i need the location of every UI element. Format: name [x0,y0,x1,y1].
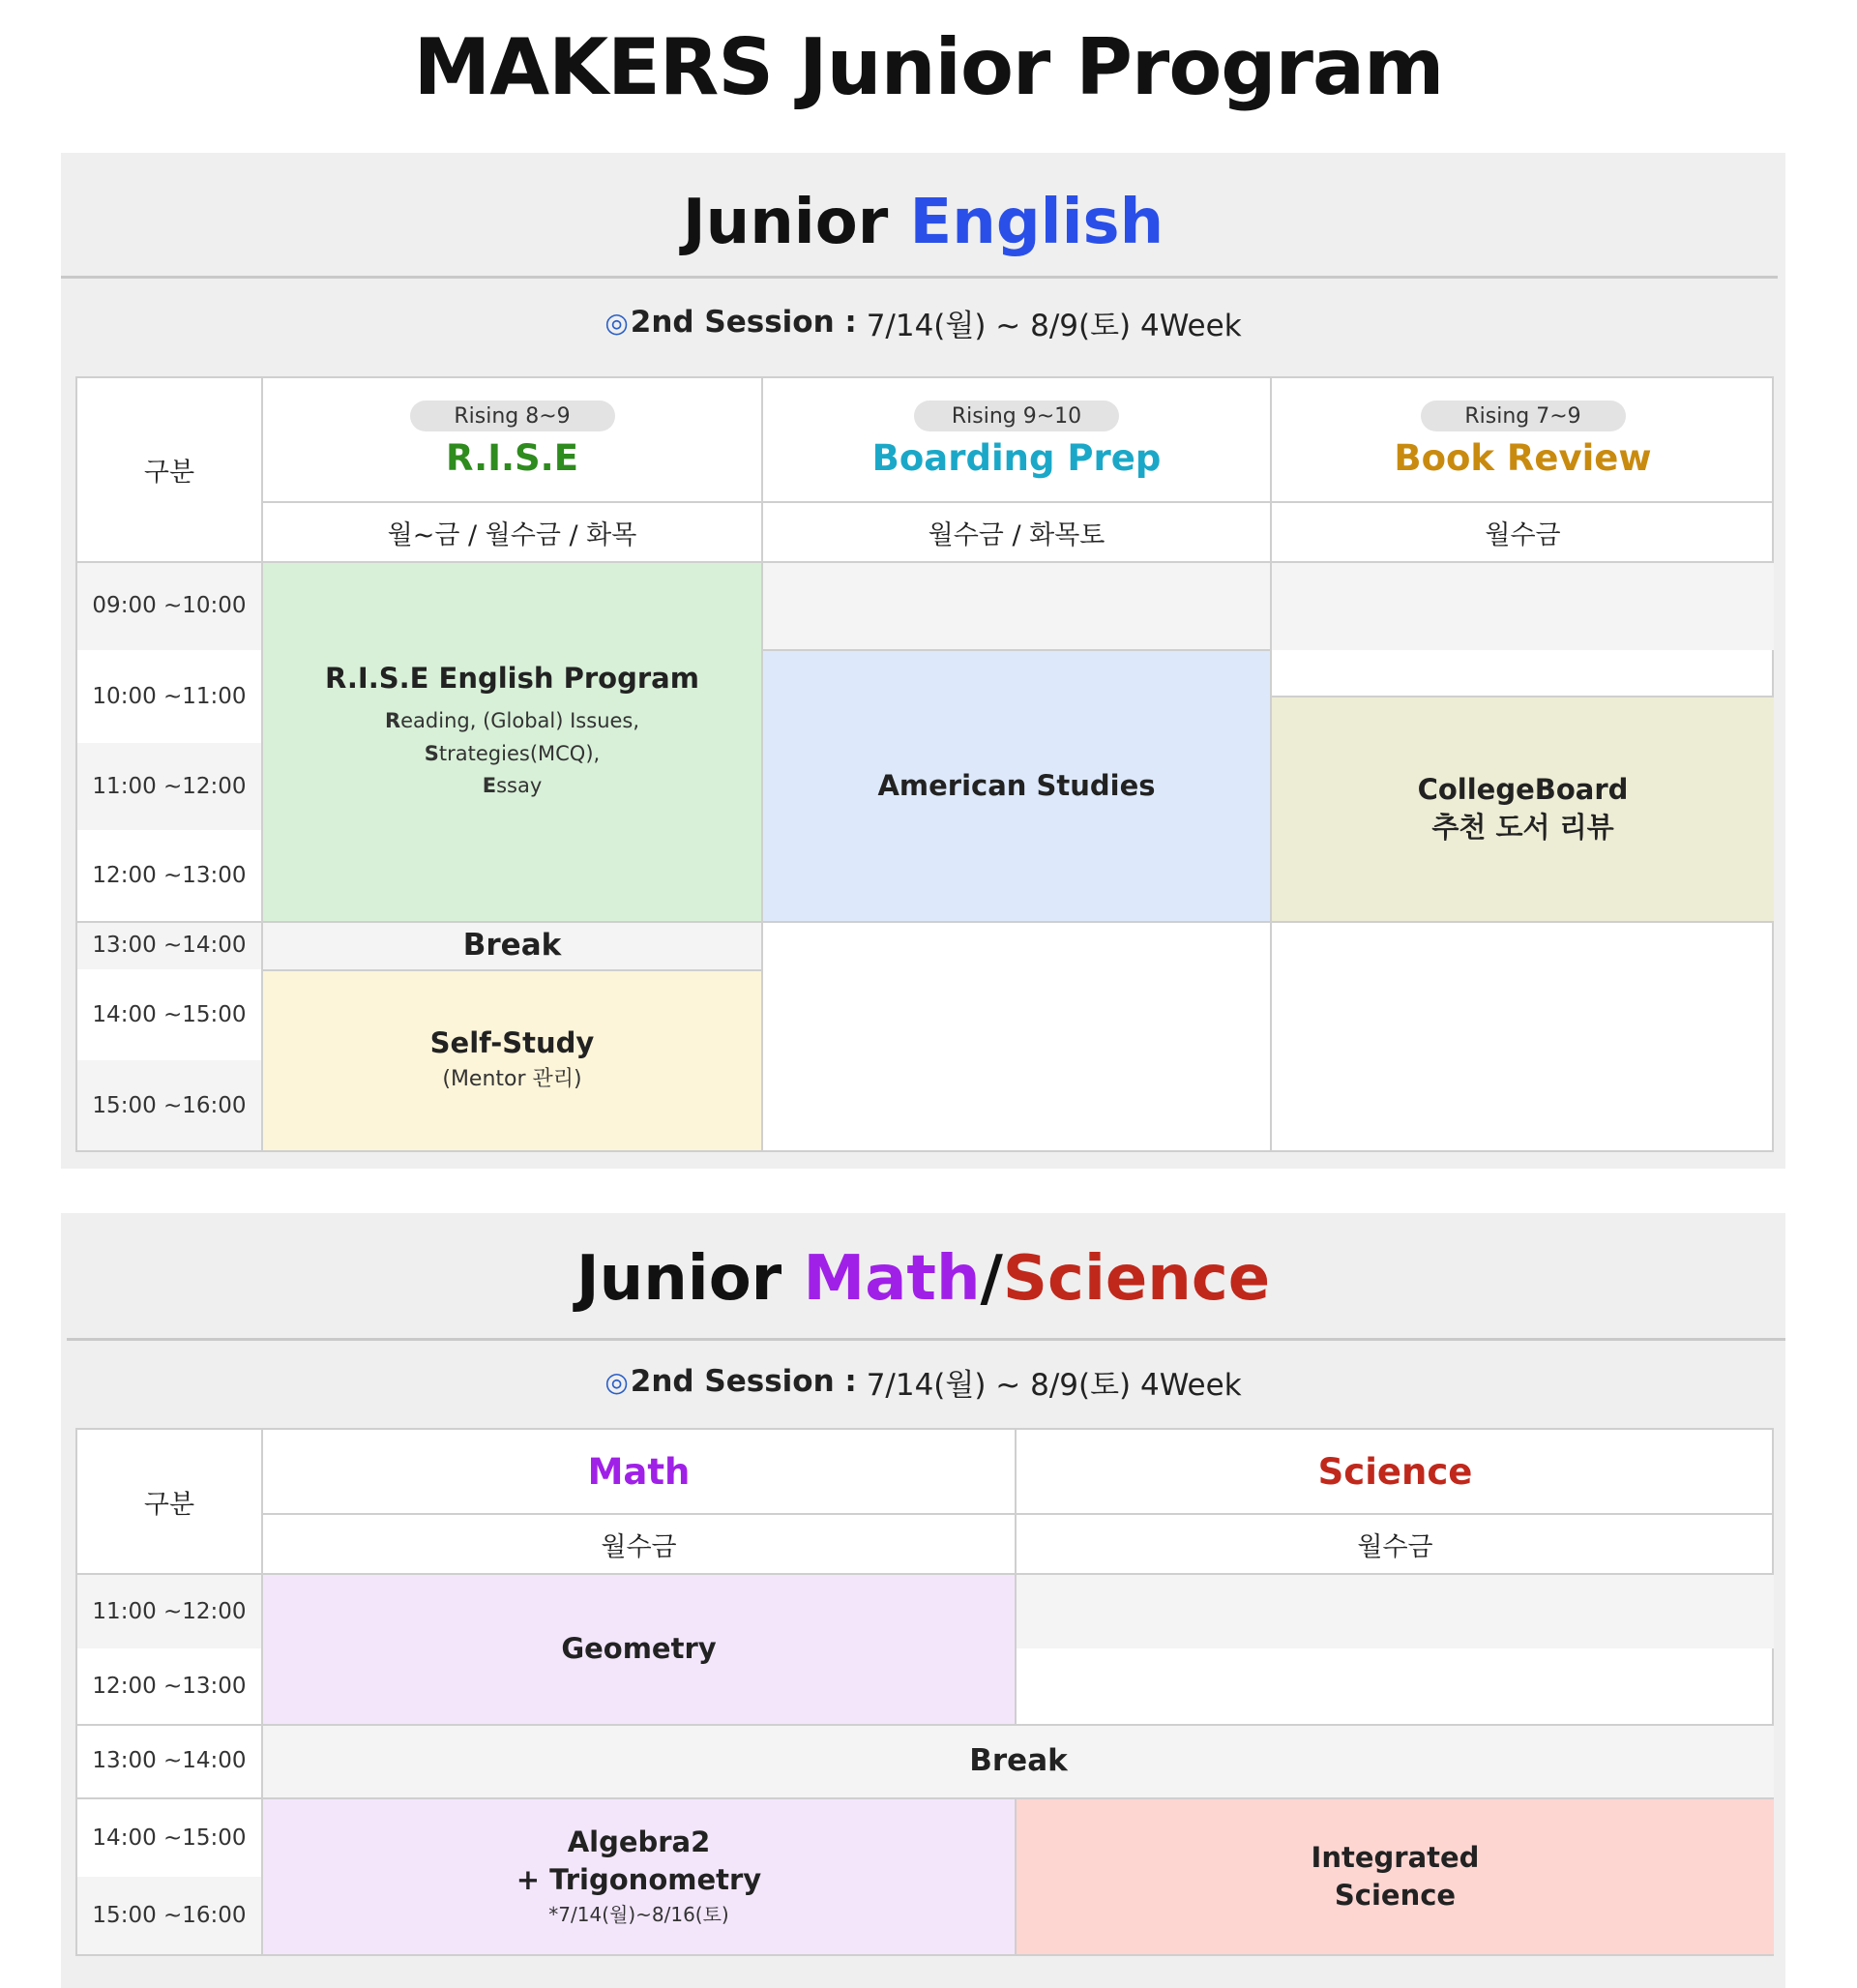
grid-line [261,1430,263,1954]
days-rise: 월~금 / 월수금 / 화목 [387,519,637,550]
break-cell [263,923,761,969]
grid-line [1015,1430,1017,1726]
time-cell: 12:00 ~13:00 [92,1674,247,1699]
time-cell: 11:00 ~12:00 [77,743,261,830]
grid-line [77,921,1774,923]
grid-line [77,1573,1774,1575]
block-title: Self-Study [429,1026,595,1060]
time-cell: 15:00 ~16:00 [77,1877,261,1954]
block-title: American Studies [877,768,1156,802]
gubun-header: 구분 [143,1489,195,1520]
section-divider [67,1338,1785,1341]
title-highlight: English [909,187,1164,258]
grid-line [77,1724,1774,1726]
description-line: eading, (Global) Issues, [400,709,640,733]
grid-line [763,649,1270,651]
block-note: *7/14(월)~8/16(토) [548,1903,729,1927]
time-cell: 15:00 ~16:00 [77,1060,261,1150]
block-title: CollegeBoard [1417,772,1629,806]
column-header-math: Math [587,1450,691,1493]
english-schedule-table [75,376,1774,1152]
grid-line [1272,696,1774,697]
block-title: Geometry [561,1632,717,1666]
grid-line [77,1797,1774,1799]
acronym-letter: S [424,741,439,765]
block-note: (Mentor 관리) [442,1067,582,1092]
days-math: 월수금 [601,1531,677,1562]
break-cell [263,1726,1774,1797]
page-title: MAKERS Junior Program [413,21,1444,112]
description-line: trategies(MCQ), [438,741,601,765]
session-line [61,293,1785,351]
time-cell: 14:00 ~15:00 [92,1825,247,1851]
time-cell: 13:00 ~14:00 [77,921,261,969]
column-header-boarding [763,378,1270,501]
title-slash: / [980,1243,1003,1315]
block-title: R.I.S.E English Program [325,662,699,695]
grid-line [1015,1797,1017,1954]
acronym-letter: E [482,774,497,798]
grade-badge: Rising 9~10 [914,401,1119,431]
column-header-science: Science [1317,1450,1473,1493]
geometry-block [263,1575,1015,1724]
session-bullet-icon: ◎ [604,306,629,339]
integrated-science-block [1017,1799,1774,1954]
block-title: Algebra2 [567,1825,711,1858]
title-prefix: Junior [682,187,889,258]
block-title-line2: Science [1334,1879,1457,1912]
math-science-section-title [61,1231,1785,1327]
american-studies-block [763,651,1270,921]
rise-program-block [263,563,761,921]
empty-slot [1272,563,1774,650]
gubun-header: 구분 [143,458,195,488]
block-title-line2: 추천 도서 리뷰 [1431,811,1614,844]
title-prefix: Junior [575,1243,782,1315]
days-book-review: 월수금 [1485,519,1561,550]
days-science: 월수금 [1357,1531,1433,1562]
grid-line [261,378,263,1150]
math-science-section [61,1213,1785,1988]
time-cell: 12:00 ~13:00 [92,863,247,888]
algebra-block [263,1799,1015,1954]
grid-line [761,378,763,1150]
session-dates: 7/14(월) ~ 8/9(토) 4Week [866,308,1242,343]
time-cell: 11:00 ~12:00 [77,1575,261,1648]
empty-slot [763,563,1270,650]
block-title: Integrated [1311,1840,1480,1874]
time-cell: 09:00 ~10:00 [77,561,261,650]
time-cell: 13:00 ~14:00 [92,1748,247,1773]
english-section-title [61,174,1785,271]
time-cell: 14:00 ~15:00 [92,1002,247,1027]
column-header-rise [263,378,761,501]
block-description [385,705,639,803]
section-divider [61,276,1778,279]
grid-line [1270,378,1272,1150]
english-section [61,153,1785,1169]
collegeboard-block [1272,697,1774,921]
block-title-line2: + Trigonometry [516,1863,762,1896]
grid-line [263,969,761,971]
session-line [61,1352,1785,1410]
title-math: Math [803,1243,981,1315]
program-name: Boarding Prep [871,437,1162,479]
self-study-block [263,971,761,1150]
acronym-letter: R [384,709,401,733]
empty-slot [1017,1575,1774,1648]
grade-badge: Rising 8~9 [410,401,615,431]
session-dates: 7/14(월) ~ 8/9(토) 4Week [866,1367,1242,1403]
grid-line [263,501,1774,503]
column-header-book-review [1272,378,1774,501]
description-line: ssay [496,774,543,798]
math-science-schedule-table [75,1428,1774,1956]
time-cell: 10:00 ~11:00 [92,684,247,709]
break-label: Break [969,1743,1068,1779]
break-label: Break [462,928,562,964]
program-name: R.I.S.E [445,437,579,479]
program-name: Book Review [1394,437,1652,479]
session-label: 2nd Session : [630,305,857,340]
grid-line [77,561,1774,563]
session-bullet-icon: ◎ [604,1365,629,1398]
session-label: 2nd Session : [630,1364,857,1399]
grid-line [263,1513,1774,1515]
days-boarding: 월수금 / 화목토 [928,519,1105,550]
grade-badge: Rising 7~9 [1421,401,1626,431]
title-science: Science [1002,1243,1271,1315]
